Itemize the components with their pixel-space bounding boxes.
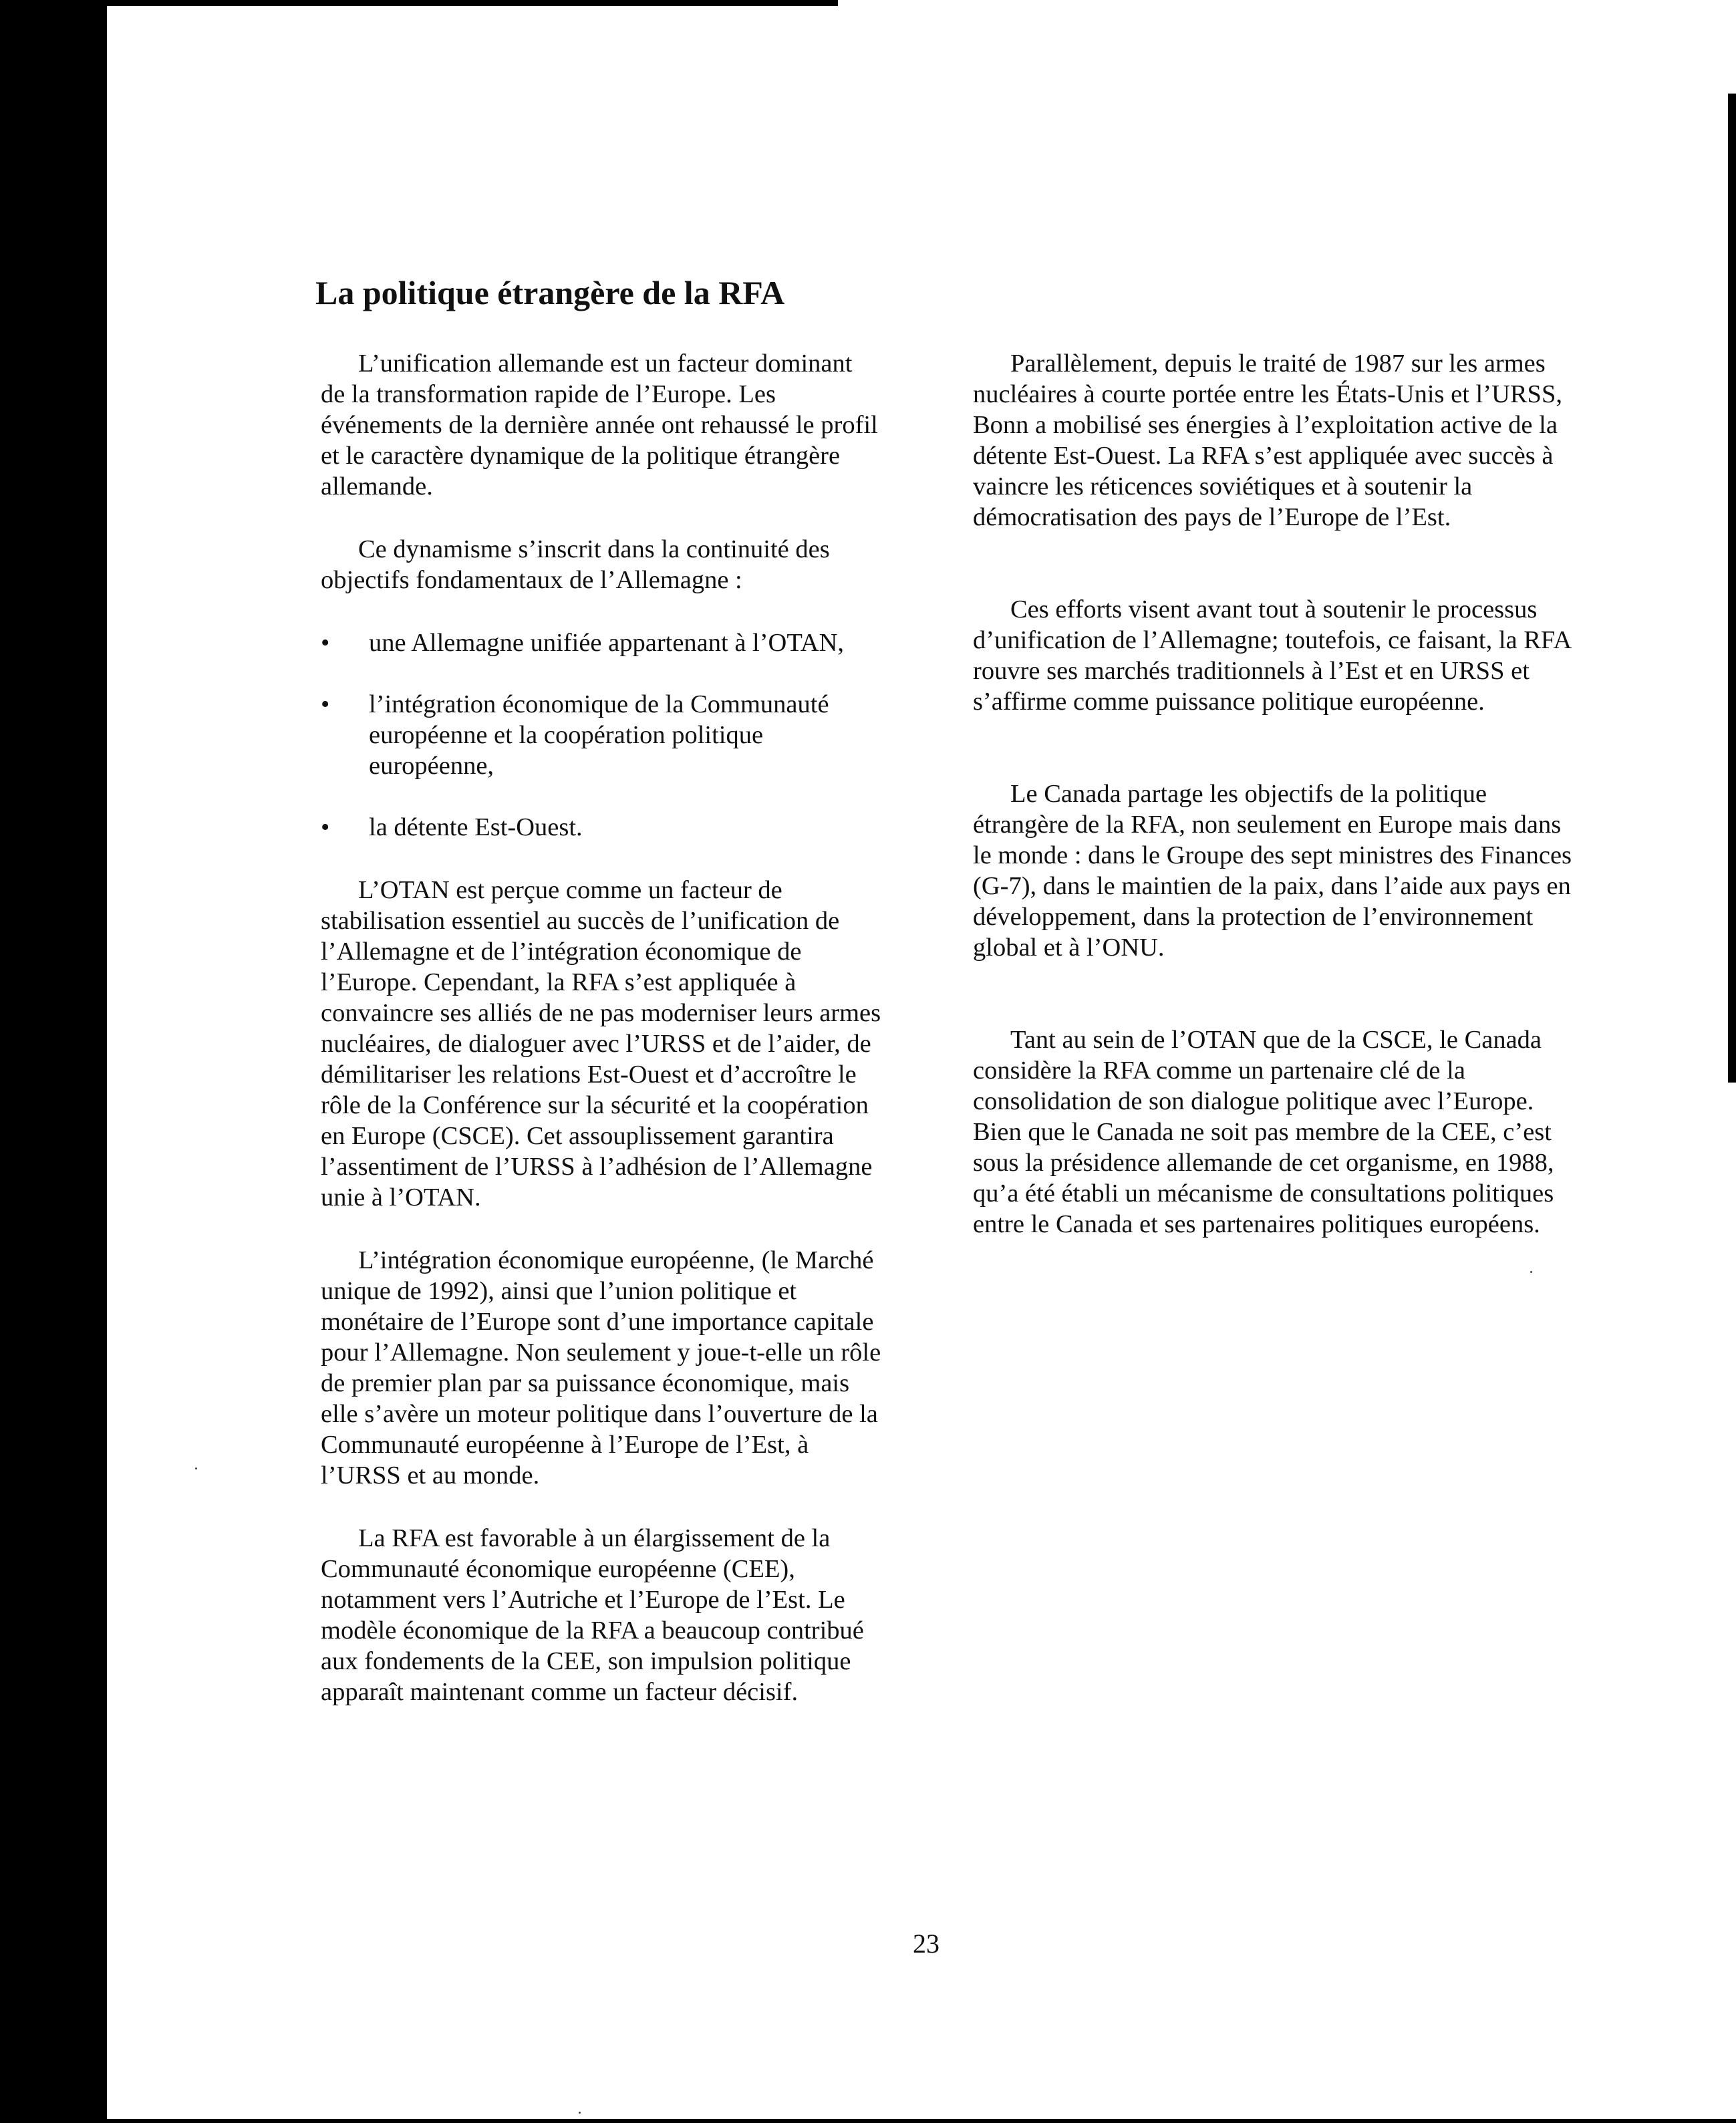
right-paragraph-2: Ces efforts visent avant tout à soutenir le processus d’unification de l’Allemagne; toutefois, ce faisant, la RFA rouvre ses marchés traditionnels à l’Est et en URSS et s’affirme comme puissance politique européenne.	[973, 595, 1571, 716]
bullet-icon: •	[321, 813, 330, 841]
page-title: La politique étrangère de la RFA	[315, 274, 785, 311]
right-column	[973, 348, 1581, 1301]
left-paragraph-3: L’OTAN est perçue comme un facteur de stabilisation essentiel au succès de l’unification de l’Allemagne et de l’intégration économique de l’Europe. Cependant, la RFA s’est appliquée à convaincre ses alliés de ne pas moderniser leurs armes nucléaires, de dialoguer avec l’URSS et de l’aider, de démilitariser les relations Est-Ouest et d’accroître le rôle de la Conférence sur la sécurité et la coopération en Europe (CSCE). Cet assouplissement garantira l’assentiment de l’URSS à l’adhésion de l’Allemagne unie à l’OTAN.	[321, 876, 881, 1212]
right-paragraph-3: Le Canada partage les objectifs de la politique étrangère de la RFA, non seulement en Europe mais dans le monde : dans le Groupe des sept ministres des Finances (G-7), dans le maintien de la paix, dans l’aide aux pays en développement, dans la protection de l’environnement global et à l’ONU.	[973, 780, 1572, 962]
bullet-icon: •	[321, 690, 330, 718]
left-paragraph-4: L’intégration économique européenne, (le Marché unique de 1992), ainsi que l’union politique et monétaire de l’Europe sont d’une importance capitale pour l’Allemagne. Non seulement y joue-t-elle un rôle de premier plan par sa puissance économique, mais elle s’avère un moteur politique dans l’ouverture de la Communauté européenne à l’Europe de l’Est, à l’URSS et au monde.	[321, 1246, 881, 1490]
right-paragraph-4: Tant au sein de l’OTAN que de la CSCE, le Canada considère la RFA comme un partenaire clé de la consolidation de son dialogue politique avec l’Europe. Bien que le Canada ne soit pas membre de la CEE, c’est sous la présidence allemande de cet organisme, en 1988, qu’a été établi un mécanisme de consultations politiques entre le Canada et ses partenaires politiques européens.	[973, 1026, 1554, 1238]
scan-border-bottom	[0, 2119, 1736, 2123]
left-paragraph-2: Ce dynamisme s’inscrit dans la continuité des objectifs fondamentaux de l’Allemagne :	[321, 535, 830, 594]
bullet-icon: •	[321, 629, 330, 657]
page-number: 23	[913, 1929, 939, 1959]
scan-border-left	[0, 0, 107, 2123]
list-item	[321, 627, 882, 658]
left-paragraph-5: La RFA est favorable à un élargissement de la Communauté économique européenne (CEE), notamment vers l’Autriche et l’Europe de l’Est. Le modèle économique de la RFA a beaucoup contribué aux fondements de la CEE, son impulsion politique apparaît maintenant comme un facteur décisif.	[321, 1524, 864, 1706]
list-item	[321, 812, 882, 843]
objectives-list	[321, 627, 882, 843]
scan-speck	[1530, 1271, 1532, 1273]
list-item-text: la détente Est-Ouest.	[369, 813, 583, 841]
right-paragraph-1: Parallèlement, depuis le traité de 1987 sur les armes nucléaires à courte portée entre les États-Unis et l’URSS, Bonn a mobilisé ses énergies à l’exploitation active de la détente Est-Ouest. La RFA s’est appliquée avec succès à vaincre les réticences soviétiques et à soutenir la démocratisation des pays de l’Europe de l’Est.	[973, 349, 1563, 531]
scan-speck	[195, 1467, 197, 1469]
list-item-text: l’intégration économique de la Communauté européenne et la coopération politique européenne,	[369, 690, 829, 780]
list-item-text: une Allemagne unifiée appartenant à l’OTAN,	[369, 629, 845, 657]
scan-speck	[579, 2112, 581, 2114]
scan-border-right	[1728, 94, 1736, 1083]
scan-border-top	[0, 0, 838, 6]
left-paragraph-1: L’unification allemande est un facteur dominant de la transformation rapide de l’Europe. Les événements de la dernière année ont rehaussé le profil et le caractère dynamique de la politique étrangère allemande.	[321, 349, 878, 501]
left-column	[321, 348, 882, 1739]
list-item	[321, 689, 882, 781]
